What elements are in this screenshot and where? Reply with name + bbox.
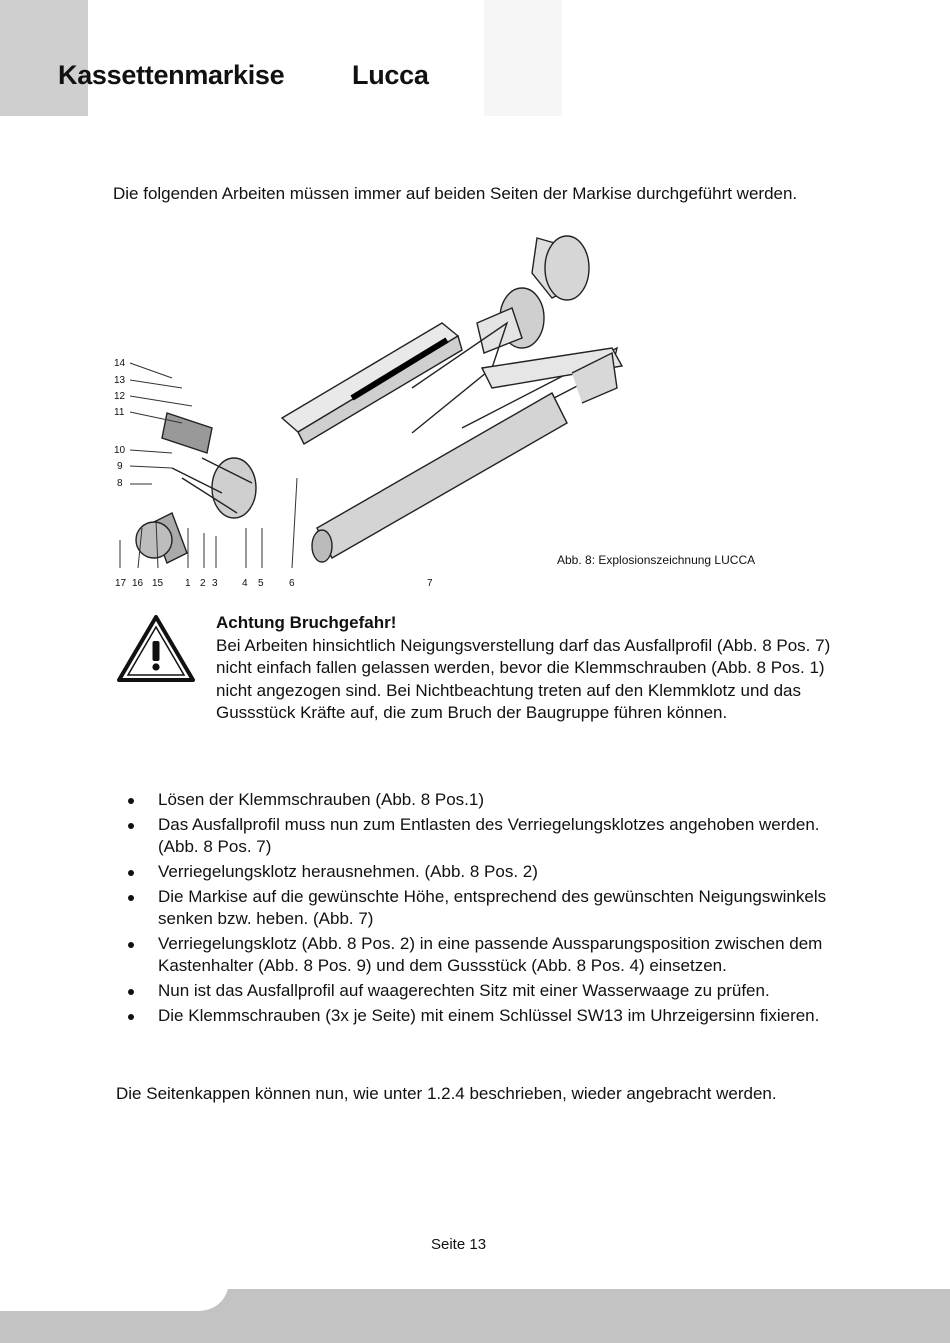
intro-paragraph: Die folgenden Arbeiten müssen immer auf beiden Seiten der Markise durchgeführt werden.	[113, 184, 798, 203]
bullet-icon	[128, 1014, 134, 1020]
warning-notice	[216, 612, 856, 725]
figure-label-15: 15	[152, 578, 164, 589]
figure-label-13: 13	[114, 375, 126, 386]
step-text: Das Ausfallprofil muss nun zum Entlasten des Verriegelungsklotzes angehoben werden. (Abb. 8 Pos. 7)	[158, 815, 820, 856]
figure-label-5: 5	[258, 578, 264, 589]
bullet-icon	[128, 798, 134, 804]
bullet-icon	[128, 870, 134, 876]
figure-label-7: 7	[427, 578, 433, 589]
figure-label-2: 2	[200, 578, 206, 589]
list-item	[128, 814, 844, 858]
bullet-icon	[128, 989, 134, 995]
header-shade	[484, 0, 562, 116]
figure-label-11: 11	[114, 407, 125, 418]
figure-label-12: 12	[114, 391, 126, 402]
step-text: Die Klemmschrauben (3x je Seite) mit einem Schlüssel SW13 im Uhrzeigersinn fixieren.	[158, 1006, 820, 1025]
list-item	[128, 886, 844, 930]
bullet-icon	[128, 942, 134, 948]
header-corner-block	[0, 0, 88, 116]
figure-label-17: 17	[115, 578, 127, 589]
figure-label-6: 6	[289, 578, 295, 589]
step-text: Verriegelungsklotz (Abb. 8 Pos. 2) in eine passende Aussparungsposition zwischen dem Kastenhalter (Abb. 8 Pos. 9) und dem Gussstück (Abb. 8 Pos. 4) einsetzen.	[158, 934, 823, 975]
figure-label-9: 9	[117, 461, 123, 472]
warning-title: Achtung Bruchgefahr!	[216, 613, 397, 632]
document-title: Kassettenmarkise	[58, 60, 285, 90]
warning-triangle-icon	[116, 614, 196, 684]
list-item	[128, 861, 844, 883]
figure-label-14: 14	[114, 358, 126, 369]
figure-label-8: 8	[117, 478, 123, 489]
list-item	[128, 933, 844, 977]
list-item	[128, 980, 844, 1002]
figure-label-1: 1	[185, 578, 191, 589]
step-text: Lösen der Klemmschrauben (Abb. 8 Pos.1)	[158, 790, 485, 809]
bullet-icon	[128, 895, 134, 901]
figure-label-4: 4	[242, 578, 248, 589]
page-number: Seite 13	[431, 1236, 487, 1253]
footer-band	[0, 1289, 950, 1343]
steps-list	[128, 789, 844, 1030]
figure-label-10: 10	[114, 445, 126, 456]
list-item	[128, 789, 844, 811]
step-text: Die Markise auf die gewünschte Höhe, entsprechend des gewünschten Neigungswinkels senken bzw. heben. (Abb. 7)	[158, 887, 827, 928]
exploded-view-figure	[112, 228, 792, 590]
step-text: Verriegelungsklotz herausnehmen. (Abb. 8 Pos. 2)	[158, 862, 538, 881]
figure-caption: Abb. 8: Explosionszeichnung LUCCA	[557, 553, 756, 567]
step-text: Nun ist das Ausfallprofil auf waagerechten Sitz mit einer Wasserwaage zu prüfen.	[158, 981, 770, 1000]
figure-label-16: 16	[132, 578, 144, 589]
closing-paragraph: Die Seitenkappen können nun, wie unter 1.2.4 beschrieben, wieder angebracht werden.	[116, 1084, 777, 1103]
product-name: Lucca	[352, 60, 429, 90]
list-item	[128, 1005, 844, 1027]
bullet-icon	[128, 823, 134, 829]
figure-label-3: 3	[212, 578, 218, 589]
warning-text: Bei Arbeiten hinsichtlich Neigungsverstellung darf das Ausfallprofil (Abb. 8 Pos. 7) nicht einfach fallen gelassen werden, bevor die Klemmschrauben (Abb. 8 Pos. 1) nicht angezogen sind. Bei Nichtbeachtung treten auf den Klemmklotz und das Gussstück Kräfte auf, die zum Bruch der Baugruppe führen können.	[216, 635, 831, 722]
